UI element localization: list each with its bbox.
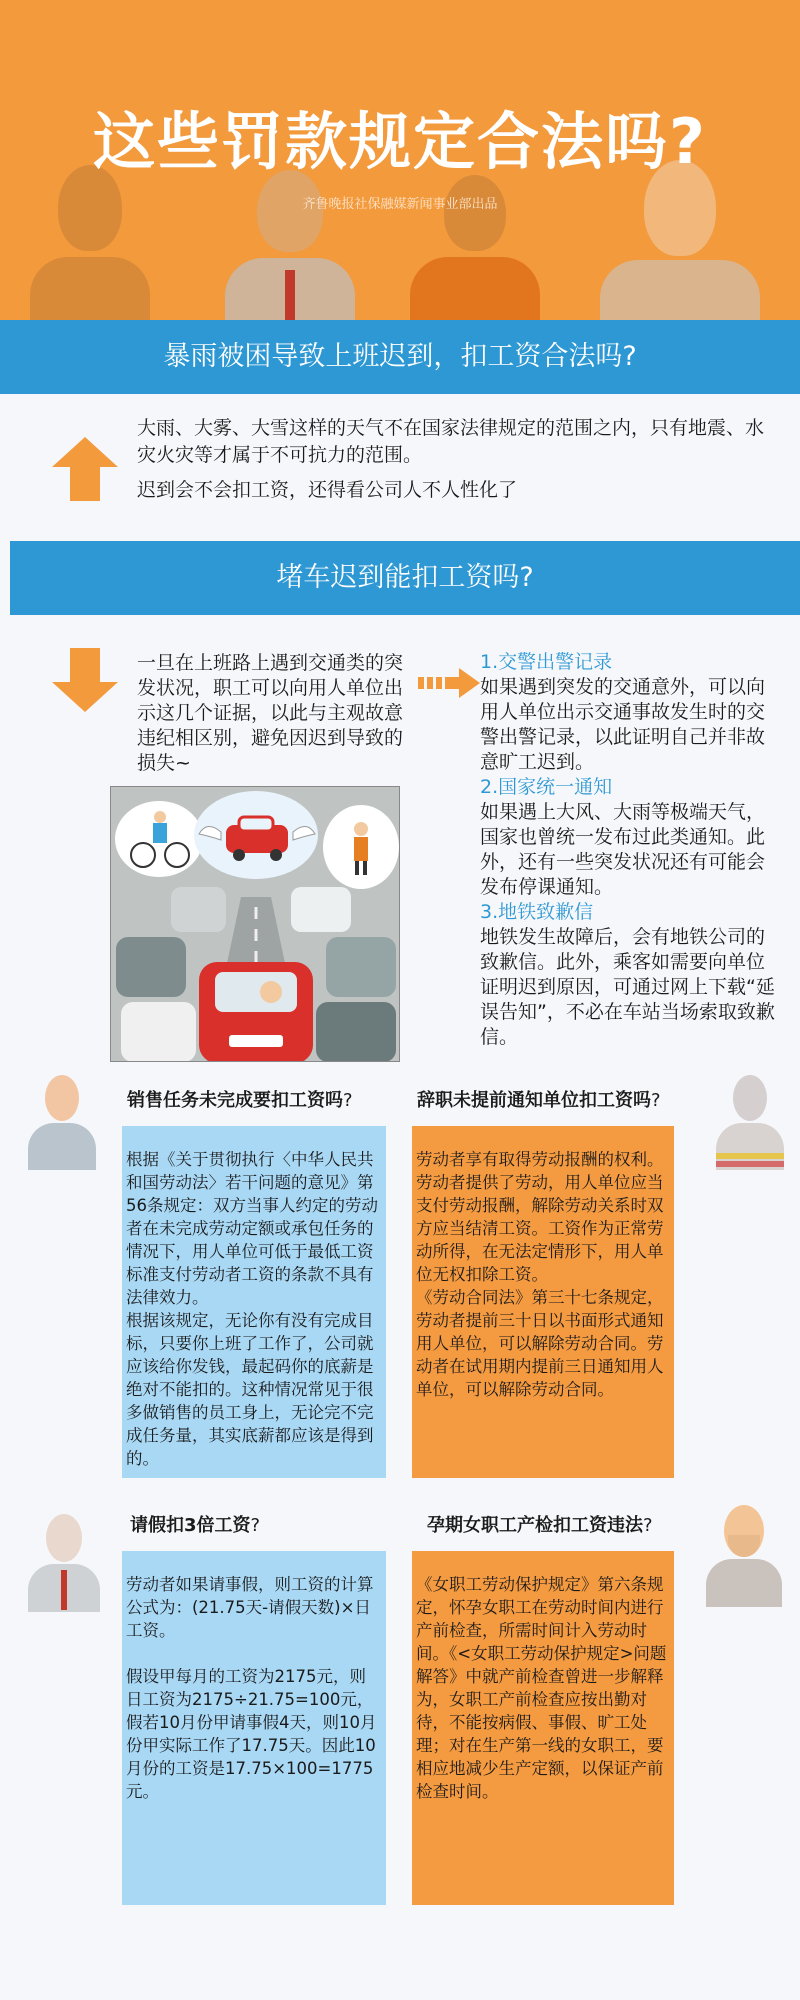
- section2-intro: 一旦在上班路上遇到交通类的突发状况，职工可以向用人单位出示这几个证据，以此与主观故意违纪相区别，避免因迟到导致的损失~: [137, 652, 404, 774]
- person-icon-man-left: [28, 1075, 96, 1170]
- person-icon-man-right: [716, 1075, 784, 1170]
- person-silhouette-1: [30, 165, 150, 320]
- evidence-text-2: 如果遇上大风、大雨等极端天气，国家也曾统一发布过此类通知。此外，还有一些突发状况还有可能会发布停课通知。: [480, 801, 766, 898]
- question-mark-1: ?: [343, 1090, 353, 1111]
- person-icon-suit-left: [28, 1514, 100, 1612]
- answer-box-2: 劳动者享有取得劳动报酬的权利。劳动者提供了劳动，用人单位应当支付劳动报酬，解除劳动关系时双方应当结清工资。工资作为正常劳动所得，在无法定情形下，用人单位无权扣除工资。 《劳动合同法》第三十七条规定，劳动者提前三十日以书面形式通知用人单位，可以解除劳动合同。劳动者在试用期内提前三日通知用人单位，可以解除劳动合同。: [412, 1126, 674, 1478]
- answer-box-3: 劳动者如果请事假，则工资的计算公式为：(21.75天-请假天数)×日工资。 假设甲每月的工资为2175元，则日工资为2175÷21.75=100元，假若10月份甲请事假4天，则10月份甲实际工作了17.75天。因此10月份的工资是17.75×100=1775元。: [122, 1551, 386, 1905]
- question-title-4-text: 孕期女职工产检扣工资违法: [427, 1515, 643, 1536]
- person-icon-bald-right: [706, 1505, 782, 1607]
- question-title-1: [127, 1086, 353, 1112]
- evidence-heading-1: 1.交警出警记录: [480, 651, 613, 673]
- evidence-list: [480, 650, 780, 1050]
- question-mark-4: ?: [643, 1515, 653, 1536]
- question-mark-3: ?: [250, 1515, 261, 1536]
- section-banner-rain: 暴雨被困导致上班迟到，扣工资合法吗?: [0, 320, 800, 394]
- answer-box-4: 《女职工劳动保护规定》第六条规定，怀孕女职工在劳动时间内进行产前检查，所需时间计入劳动时间。《<女职工劳动保护规定>问题解答》中就产前检查曾进一步解释为，女职工产前检查应按出勤对待，不能按病假、事假、旷工处理；对在生产第一线的女职工，要相应地减少生产定额，以保证产前检查时间。: [412, 1551, 674, 1905]
- question-title-3-text: 请假扣3倍工资: [130, 1515, 251, 1536]
- section1-paragraph1: 大雨、大雾、大雪这样的天气不在国家法律规定的范围之内，只有地震、水灾火灾等才属于不可抗力的范围。: [137, 417, 765, 466]
- evidence-heading-2: 2.国家统一通知: [480, 776, 613, 798]
- question-title-4: [427, 1511, 653, 1537]
- question-title-1-text: 销售任务未完成要扣工资吗: [127, 1090, 343, 1111]
- arrow-right-icon: [418, 668, 480, 698]
- page-subtitle: 齐鲁晚报社保融媒新闻事业部出品: [302, 197, 498, 212]
- question-title-2: [417, 1086, 661, 1112]
- page-title: 这些罚款规定合法吗?: [93, 105, 707, 178]
- section-banner-traffic: 堵车迟到能扣工资吗?: [10, 541, 800, 615]
- evidence-heading-3: 3.地铁致歉信: [480, 901, 594, 923]
- header-banner: [0, 0, 800, 320]
- question-title-2-text: 辞职未提前通知单位扣工资吗: [417, 1090, 651, 1111]
- evidence-text-1: 如果遇到突发的交通意外，可以向用人单位出示交通事故发生时的交警出警记录，以此证明自己并非故意旷工迟到。: [480, 676, 766, 773]
- question-title-3: [130, 1511, 260, 1537]
- arrow-down-icon: [52, 648, 118, 712]
- person-silhouette-4: [600, 160, 760, 320]
- answer-box-1: 根据《关于贯彻执行〈中华人民共和国劳动法〉若干问题的意见》第56条规定：双方当事人约定的劳动者在未完成劳动定额或承包任务的情况下，用人单位可低于最低工资标准支付劳动者工资的条款不具有法律效力。 根据该规定，无论你有没有完成目标，只要你上班了工作了，公司就应该给你发钱，最起码你的底薪是绝对不能扣的。这种情况常见于很多做销售的员工身上，无论完不完成任务量，其实底薪都应该是得到的。: [122, 1126, 386, 1478]
- arrow-up-icon: [52, 437, 118, 501]
- evidence-text-3: 地铁发生故障后，会有地铁公司的致歉信。此外，乘客如需要向单位证明迟到原因，可通过网上下载“延误告知”，不必在车站当场索取致歉信。: [480, 926, 775, 1048]
- question-mark-2: ?: [651, 1090, 661, 1111]
- traffic-jam-illustration: [110, 786, 400, 1062]
- section1-paragraph2: 迟到会不会扣工资，还得看公司人不人性化了: [137, 479, 518, 501]
